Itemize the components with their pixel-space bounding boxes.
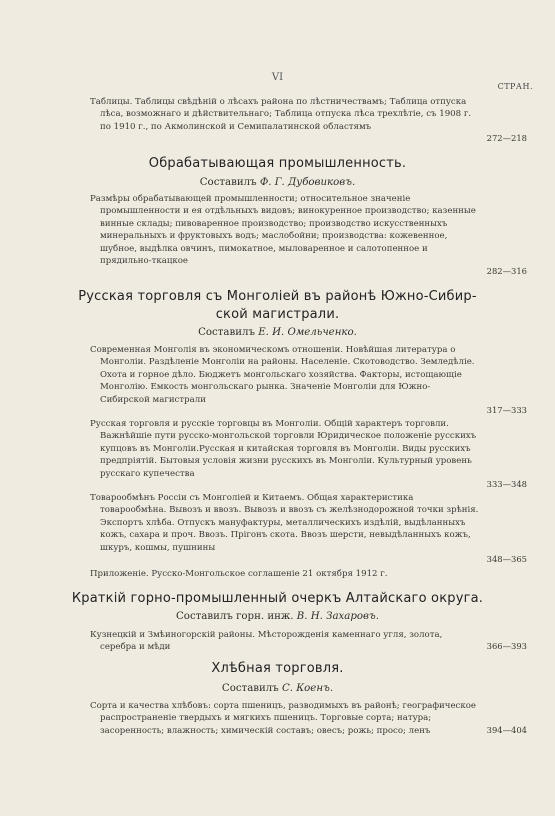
- compiler-name: В. Н. Захаровъ.: [296, 611, 379, 622]
- page-range-mongolia-exchange: 348—365: [486, 554, 527, 564]
- compiler-name: Е. И. Омельченко.: [258, 327, 357, 338]
- compiler-name: С. Коенъ.: [282, 683, 334, 694]
- compiler-prefix: Составилъ: [198, 327, 255, 338]
- section-title-mining: Краткій горно-промышленный очеркъ Алтайскаго округа.: [71, 591, 484, 606]
- page-range-tables: 272—218: [486, 133, 527, 143]
- compiler-mining: [0, 611, 555, 622]
- compiler-prefix: Составилъ горн. инж.: [176, 611, 294, 622]
- pages-column-label: СТРАН.: [497, 82, 533, 91]
- toc-entry-grain: Сорта и качества хлѣбовъ: сорта пшеницъ, разводимыхъ въ районѣ; географическое распространеніе твердыхъ и мягкихъ пшеницъ. Торговые сорта; натура; засоренность; влажность; химическій составъ; овесъ; рожь; просо; ленъ: [90, 701, 476, 736]
- page-range-mongolia-trade: 333—348: [486, 479, 527, 489]
- compiler-prefix: Составилъ: [199, 177, 257, 188]
- page-number: VI: [271, 72, 284, 83]
- compiler-prefix: Составилъ: [221, 683, 279, 694]
- section-title-industry: Обрабатывающая промышленность.: [148, 156, 407, 171]
- toc-entry-mongolia-economy: Современная Монголія въ экономическомъ отношеніи. Новѣйшая литература о Монголіи. Раздѣленіе Монголіи на районы. Населеніе. Скотоводство. Земледѣліе. Охота и горное дѣло. Бюджетъ монгольскаго хозяйства. Факторы, истощающіе Монголію. Емкость монгольскаго рынка. Значеніе Монголіи для Южно-Сибирской магистрали: [90, 345, 475, 405]
- page-range-grain: 394—404: [486, 725, 527, 735]
- toc-entry-industry: Размѣры обрабатывающей промышленности; относительное значеніе промышленности и ея отдѣльныхъ видовъ; винокуренное производство; казенные винные склады; пивоваренное производство; производство искусственныхъ минеральныхъ и фруктовыхъ водъ; маслобойни; производства: кожевенное, шубное, выдѣлка овчинъ, пимокатное, мыловаренное и салотопенное и прядильно-ткацкое: [90, 194, 476, 267]
- page-range-industry: 282—316: [486, 266, 527, 276]
- compiler-mongolia: [0, 327, 555, 338]
- section-title-grain: Хлѣбная торговля.: [211, 661, 344, 676]
- toc-entry-mongolia-exchange: Товарообмѣнъ Россіи съ Монголіей и Китаемъ. Общая характеристика товарообмѣна. Вывозъ и ввозъ. Вывозъ и ввозъ съ желѣзнодорожной точки зрѣнія. Экспортъ хлѣба. Отпускъ мануфактуры, металлическихъ издѣлій, выдѣланныхъ кожъ, сахара и проч. Ввозъ. Прігонъ скота. Ввозъ шерсти, невыдѣланныхъ кожъ, шкуръ, кошмы, пушнины: [90, 493, 479, 553]
- section-title-mongolia-line1: Русская торговля съ Монголіей въ районѣ Южно-Сибир-: [78, 289, 477, 304]
- toc-entry-mining: Кузнецкій и Змѣиногорскій районы. Мѣсторожденія каменнаго угля, золота, серебра и мѣди: [90, 630, 443, 653]
- compiler-name: Ф. Г. Дубовиковъ.: [259, 177, 356, 188]
- page-range-mining: 366—393: [486, 641, 527, 651]
- toc-entry-tables: Таблицы. Таблицы свѣдѣній о лѣсахъ района по лѣстничествамъ; Таблица отпуска лѣса, возможнаго и дѣйствительнаго; Таблица отпуска лѣса трехлѣтіе, съ 1908 г. по 1910 г., по Акмолинской и Семипалатинской областямъ: [90, 97, 472, 132]
- toc-entry-appendix: Приложеніе. Русско-Монгольское соглашеніе 21 октября 1912 г.: [90, 569, 388, 579]
- compiler-industry: [0, 177, 555, 188]
- toc-entry-mongolia-trade: Русская торговля и русскіе торговцы въ Монголіи. Общій характеръ торговли. Важнѣйшіе пути русско-монгольской торговли Юридическое положеніе русскихъ купцовъ въ Монголіи.Русская и китайская торговля въ Монголіи. Виды русскихъ предпріятій. Бытовыя условія жизни русскихъ въ Монголіи. Культурный уровень русскаго купечества: [90, 419, 477, 479]
- page-range-mongolia-economy: 317—333: [486, 405, 527, 415]
- compiler-grain: [0, 683, 555, 694]
- section-title-mongolia-line2: ской магистрали.: [215, 307, 340, 322]
